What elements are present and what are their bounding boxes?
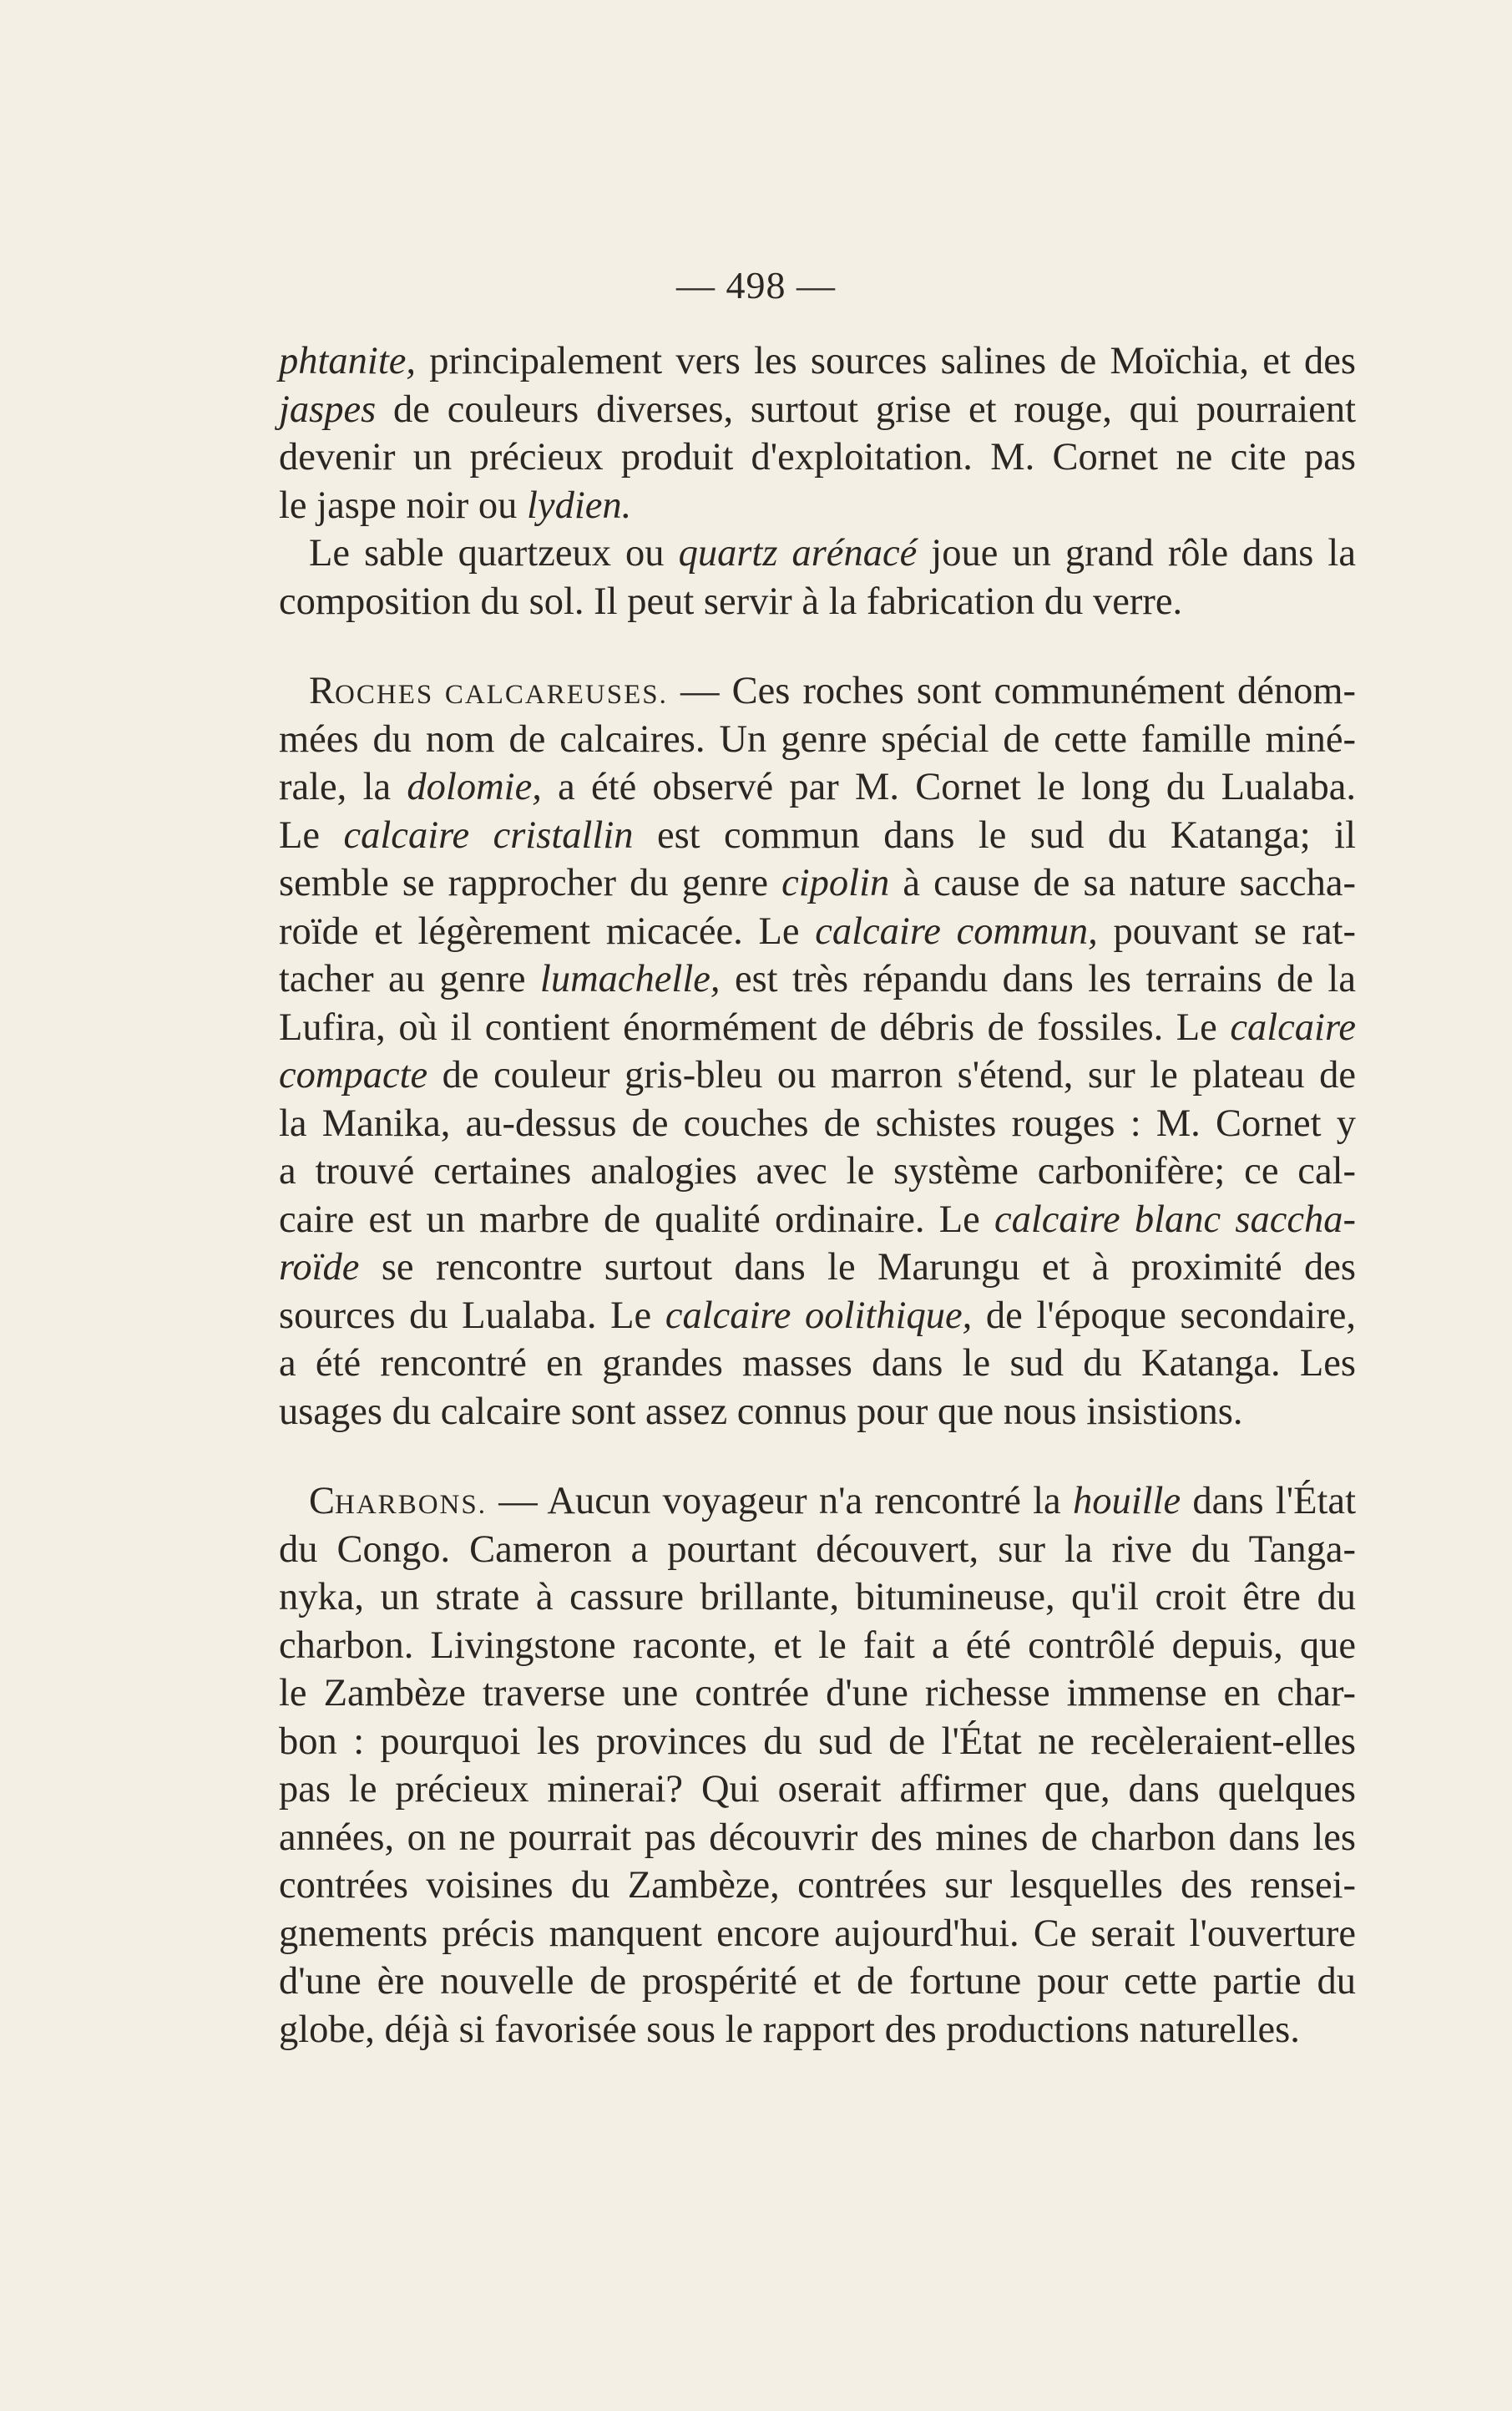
italic-term: calcaire oolithique, bbox=[665, 1294, 973, 1337]
text-line: mées du nom de calcaires. Un genre spécial de cette famille miné- bbox=[279, 717, 1356, 761]
text-line: années, on ne pourrait pas découvrir des mines de charbon dans les bbox=[279, 1816, 1356, 1859]
text-line: a été rencontré en grandes masses dans le sud du Katanga. Les bbox=[279, 1342, 1356, 1385]
text-line: Le sable quartzeux ou quartz arénacé joue un grand rôle dans la bbox=[309, 532, 1356, 575]
text-line: CHARBONS. — Aucun voyageur n'a rencontré la houille dans l'État bbox=[309, 1480, 1356, 1522]
text-line: la Manika, au-dessus de couches de schistes rouges : M. Cornet y bbox=[279, 1102, 1356, 1145]
text-line: a trouvé certaines analogies avec le système carbonifère; ce cal- bbox=[279, 1150, 1356, 1193]
italic-term: calcaire cristallin bbox=[343, 813, 634, 857]
text-line: tacher au genre lumachelle, est très répandu dans les terrains de la bbox=[279, 958, 1356, 1000]
text-line: usages du calcaire sont assez connus pour que nous insistions. bbox=[279, 1390, 1243, 1433]
section-heading: OCHES CALCAREUSES. bbox=[335, 680, 668, 710]
text-line: rale, la dolomie, a été observé par M. Cornet le long du Lualaba. bbox=[279, 766, 1356, 808]
italic-term: lydien. bbox=[527, 484, 632, 527]
text-line: d'une ère nouvelle de prospérité et de fortune pour cette partie du bbox=[279, 1960, 1356, 2003]
paragraph-continuation bbox=[279, 337, 1356, 529]
italic-term: compacte bbox=[279, 1054, 428, 1097]
text-line: composition du sol. Il peut servir à la fabrication du verre. bbox=[279, 580, 1183, 623]
text-line: roïde se rencontre surtout dans le Marungu et à proximité des bbox=[279, 1246, 1356, 1289]
italic-term: dolomie, bbox=[407, 766, 542, 808]
text-line: caire est un marbre de qualité ordinaire. Le calcaire blanc saccha- bbox=[279, 1198, 1357, 1241]
text-line: sources du Lualaba. Le calcaire oolithique, de l'époque secondaire, bbox=[279, 1294, 1356, 1337]
italic-term: phtanite, bbox=[279, 340, 417, 382]
text-line: globe, déjà si favorisée sous le rapport des productions naturelles. bbox=[279, 2008, 1300, 2051]
text-line: ROCHES CALCAREUSES. — Ces roches sont communément dénom- bbox=[309, 670, 1357, 712]
text-line: contrées voisines du Zambèze, contrées sur lesquelles des rensei- bbox=[279, 1864, 1356, 1907]
section-roches-calcareuses bbox=[279, 667, 1356, 1436]
text-line: semble se rapprocher du genre cipolin à cause de sa nature saccha- bbox=[279, 862, 1356, 904]
text-line: nyka, un strate à cassure brillante, bitumineuse, qu'il croit être du bbox=[279, 1576, 1356, 1618]
italic-term: calcaire blanc saccha- bbox=[994, 1198, 1357, 1241]
italic-term: houille bbox=[1072, 1480, 1181, 1522]
italic-term: lumachelle, bbox=[539, 958, 721, 1000]
italic-term: calcaire bbox=[1230, 1005, 1356, 1049]
text-line: compacte de couleur gris-bleu ou marron s'étend, sur le plateau de bbox=[279, 1054, 1356, 1097]
text-line: le Zambèze traverse une contrée d'une richesse immense en char- bbox=[279, 1672, 1356, 1715]
paragraph-sable bbox=[279, 529, 1356, 626]
section-heading: HARBONS. bbox=[335, 1490, 487, 1520]
italic-term: roïde bbox=[279, 1246, 360, 1289]
italic-term: calcaire commun, bbox=[815, 909, 1098, 953]
body-text bbox=[279, 337, 1356, 2054]
text-line: Le calcaire cristallin est commun dans le sud du Katanga; il bbox=[279, 813, 1356, 857]
text-line: charbon. Livingstone raconte, et le fait a été contrôlé depuis, que bbox=[279, 1623, 1356, 1667]
section-heading-initial: C bbox=[309, 1480, 336, 1522]
text-line: roïde et légèrement micacée. Le calcaire commun, pouvant se rat- bbox=[279, 909, 1356, 953]
section-heading-initial: R bbox=[309, 670, 336, 712]
italic-term: cipolin bbox=[781, 862, 890, 904]
text-line: du Congo. Cameron a pourtant découvert, sur la rive du Tanga- bbox=[279, 1527, 1356, 1571]
italic-term: quartz arénacé bbox=[678, 532, 918, 575]
text-line: bon : pourquoi les provinces du sud de l'État ne recèleraient-elles bbox=[279, 1720, 1356, 1763]
text-line: devenir un précieux produit d'exploitation. M. Cornet ne cite pas bbox=[279, 436, 1356, 479]
text-line: gnements précis manquent encore aujourd'hui. Ce serait l'ouverture bbox=[279, 1912, 1356, 1955]
text-line: Lufira, où il contient énormément de débris de fossiles. Le calcaire bbox=[279, 1005, 1356, 1049]
section-charbons bbox=[279, 1477, 1356, 2054]
text-line: jaspes de couleurs diverses, surtout grise et rouge, qui pourraient bbox=[279, 387, 1356, 431]
text-line: le jaspe noir ou lydien. bbox=[279, 484, 632, 527]
text-line: pas le précieux minerai? Qui oserait affirmer que, dans quelques bbox=[279, 1768, 1356, 1811]
text-line: phtanite, principalement vers les sources salines de Moïchia, et des bbox=[279, 340, 1356, 382]
italic-term: jaspes bbox=[279, 387, 377, 431]
page-number: — 498 — bbox=[676, 264, 836, 306]
